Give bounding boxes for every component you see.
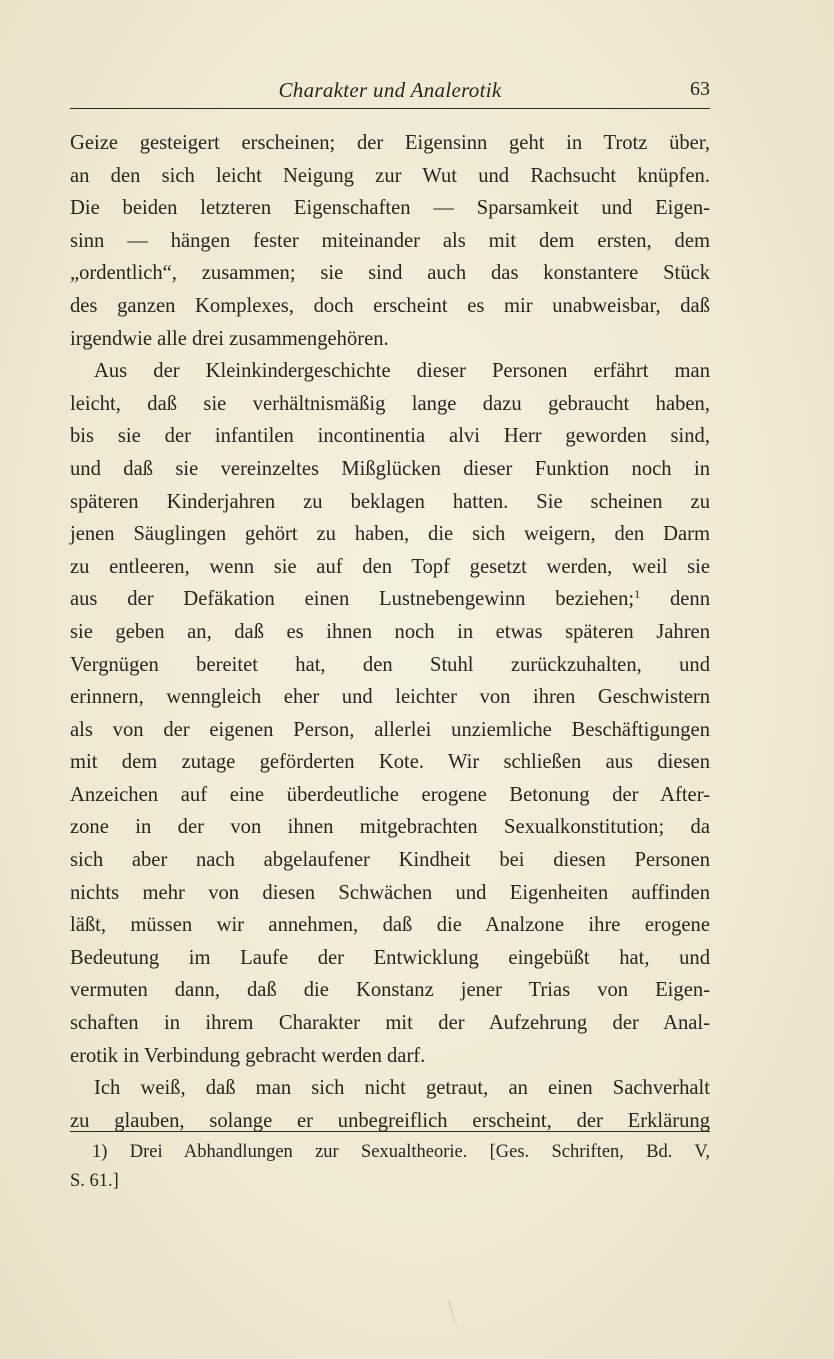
page-number: 63 (690, 78, 710, 100)
text-line: „ordentlich“, zusammen; sie sind auch das konstantere Stück (70, 262, 710, 285)
paper-speck (448, 1301, 461, 1337)
text-line: vermuten dann, daß die Konstanz jener Trias von Eigen- (70, 979, 710, 1002)
text-line: Anzeichen auf eine überdeutliche erogene Betonung der After- (70, 783, 710, 806)
header-rule (70, 108, 710, 109)
text-line: Ich weiß, daß man sich nicht getraut, an einen Sachverhalt (94, 1077, 710, 1100)
text-line: nichts mehr von diesen Schwächen und Eigenheiten auffinden (70, 881, 710, 904)
text-line: erotik in Verbindung gebracht werden darf. (70, 1044, 426, 1067)
text-line: mit dem zutage geförderten Kote. Wir schließen aus diesen (70, 751, 710, 774)
text-line: schaften in ihrem Charakter mit der Aufzehrung der Anal- (70, 1012, 710, 1035)
footnote-line: S. 61.] (70, 1171, 119, 1191)
text-line: irgendwie alle drei zusammengehören. (70, 327, 389, 350)
text-segment: aus der Defäkation einen Lustnebengewinn beziehen; (70, 588, 635, 611)
text-line: Bedeutung im Laufe der Entwicklung eingebüßt hat, und (70, 946, 710, 969)
text-line: leicht, daß sie verhältnismäßig lange dazu gebraucht haben, (70, 392, 710, 415)
text-line: läßt, müssen wir annehmen, daß die Analzone ihre erogene (70, 914, 710, 937)
running-title: Charakter und Analerotik (278, 78, 502, 102)
text-line: sie geben an, daß es ihnen noch in etwas späteren Jahren (70, 620, 710, 643)
body-text (70, 127, 710, 1137)
text-line: Geize gesteigert erscheinen; der Eigensinn geht in Trotz über, (70, 132, 710, 154)
text-line: sich aber nach abgelaufener Kindheit bei diesen Personen (70, 849, 710, 872)
footnote-marker[interactable]: 1 (634, 587, 641, 602)
text-line: jenen Säuglingen gehört zu haben, die sich weigern, den Darm (70, 523, 710, 546)
text-line-with-footnote (70, 583, 710, 616)
text-line: bis sie der infantilen incontinentia alvi Herr geworden sind, (70, 425, 710, 448)
running-head (70, 78, 710, 108)
footnote-rule (70, 1131, 710, 1132)
footnote-line: 1) Drei Abhandlungen zur Sexualtheorie. [Ges. Schriften, Bd. V, (92, 1142, 710, 1162)
text-line: als von der eigenen Person, allerlei unziemliche Beschäftigungen (70, 718, 710, 741)
text-line: und daß sie vereinzeltes Mißglücken dieser Funktion noch in (70, 457, 710, 480)
text-line: des ganzen Komplexes, doch erscheint es mir unabweisbar, daß (70, 294, 710, 317)
text-line: erinnern, wenngleich eher und leichter von ihren Geschwistern (70, 686, 710, 709)
text-line: zu glauben, solange er unbegreiflich erscheint, der Erklärung (70, 1109, 710, 1132)
text-line: Vergnügen bereitet hat, den Stuhl zurückzuhalten, und (70, 653, 710, 676)
text-line: zone in der von ihnen mitgebrachten Sexualkonstitution; da (70, 816, 710, 839)
text-segment: denn (669, 588, 710, 611)
text-line: Die beiden letzteren Eigenschaften — Sparsamkeit und Eigen- (70, 197, 710, 220)
text-line: späteren Kinderjahren zu beklagen hatten. Sie scheinen zu (70, 490, 710, 513)
footnote (70, 1138, 710, 1196)
text-line: sinn — hängen fester miteinander als mit dem ersten, dem (70, 229, 710, 252)
text-line: Aus der Kleinkindergeschichte dieser Personen erfährt man (94, 360, 710, 383)
text-line: zu entleeren, wenn sie auf den Topf gesetzt werden, weil sie (70, 555, 710, 578)
text-line: an den sich leicht Neigung zur Wut und Rachsucht knüpfen. (70, 164, 710, 187)
